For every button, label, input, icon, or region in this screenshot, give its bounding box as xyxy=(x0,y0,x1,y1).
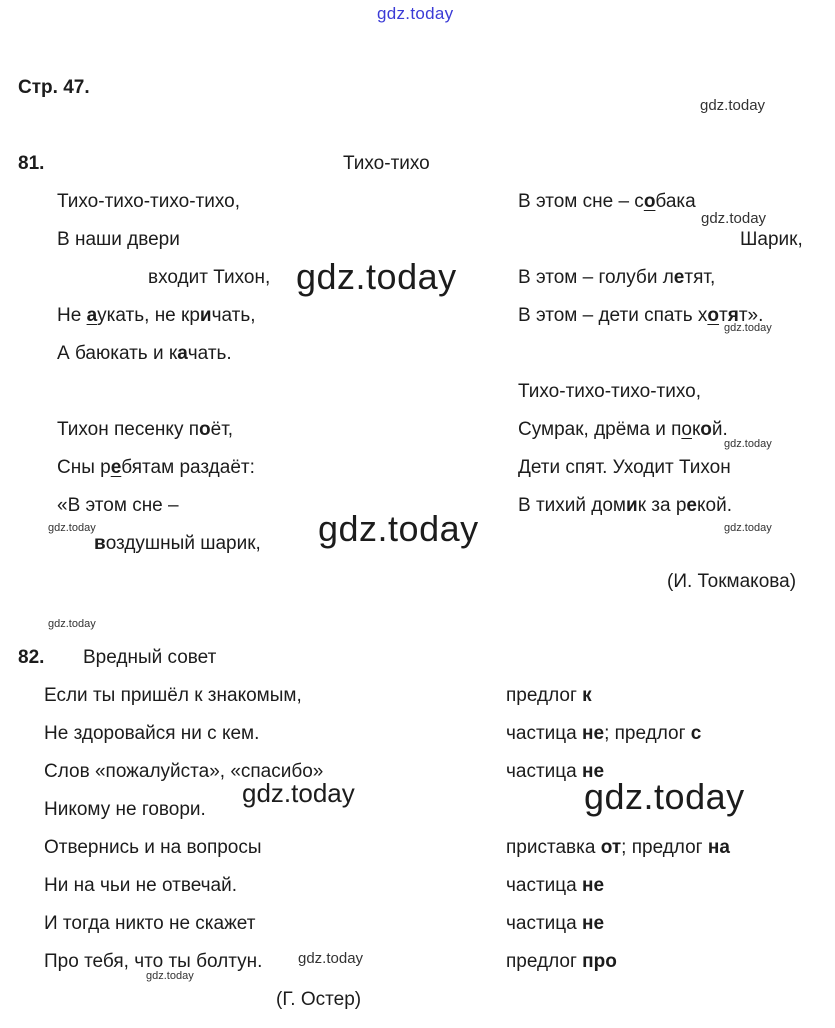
page-label: Стр. 47. xyxy=(18,77,90,98)
grammar-note: предлог про xyxy=(506,951,617,972)
poem-line: Тихон песенку поёт, xyxy=(57,419,234,440)
watermark-small: gdz.today xyxy=(48,522,96,534)
watermark-large: gdz.today xyxy=(584,776,745,817)
exercise-number-82: 82. xyxy=(18,647,45,668)
poem-line: Сны ребятам раздаёт: xyxy=(57,457,255,478)
watermark-large: gdz.today xyxy=(318,508,479,549)
poem-line: Тихо-тихо-тихо-тихо, xyxy=(57,191,241,212)
poem-line: входит Тихон, xyxy=(148,267,271,288)
grammar-note: частица не xyxy=(506,761,605,782)
poem-line: В тихий домик за рекой. xyxy=(518,495,732,516)
grammar-note: частица не xyxy=(506,875,605,896)
watermark-small: gdz.today xyxy=(724,322,772,334)
poem-line: Не аукать, не кричать, xyxy=(57,305,256,326)
poem-line: Шарик, xyxy=(740,229,803,250)
exercise-number-81: 81. xyxy=(18,153,45,174)
poem-author-82: (Г. Остер) xyxy=(276,989,362,1010)
watermark-small: gdz.today xyxy=(724,522,772,534)
poem-line: Никому не говори. xyxy=(44,799,206,820)
poem-line: Не здоровайся ни с кем. xyxy=(44,723,260,744)
poem-line: Слов «пожалуйста», «спасибо» xyxy=(44,761,324,782)
grammar-note: предлог к xyxy=(506,685,592,706)
watermark-small: gdz.today xyxy=(700,97,766,114)
poem-line: «В этом сне – xyxy=(57,495,179,516)
poem-line: Тихо-тихо-тихо-тихо, xyxy=(518,381,702,402)
poem-line: И тогда никто не скажет xyxy=(44,913,256,934)
grammar-note: частица не; предлог с xyxy=(506,723,702,744)
poem-line: А баюкать и качать. xyxy=(57,343,232,364)
poem-line: Дети спят. Уходит Тихон xyxy=(518,457,731,478)
watermark-large: gdz.today xyxy=(296,256,457,297)
poem-line: Если ты пришёл к знакомым, xyxy=(44,685,302,706)
poem-title-82: Вредный совет xyxy=(83,647,217,668)
poem-line: В этом – голуби летят, xyxy=(518,267,716,288)
watermark-small: gdz.today xyxy=(724,438,772,450)
poem-line: Ни на чьи не отвечай. xyxy=(44,875,238,896)
watermark-small: gdz.today xyxy=(701,210,767,227)
watermark-small: gdz.today xyxy=(48,618,96,630)
watermark-small: gdz.today xyxy=(298,950,364,967)
poem-line: Про тебя, что ты болтун. xyxy=(44,951,263,972)
poem-line: Отвернись и на вопросы xyxy=(44,837,262,858)
grammar-note: частица не xyxy=(506,913,605,934)
poem-line: В наши двери xyxy=(57,229,180,250)
poem-line: В этом – дети спать хотят». xyxy=(518,305,764,326)
watermark-top: gdz.today xyxy=(377,4,454,23)
poem-line: воздушный шарик, xyxy=(94,533,261,554)
watermark-medium: gdz.today xyxy=(242,778,355,808)
poem-line: Сумрак, дрёма и покой. xyxy=(518,419,728,440)
grammar-note: приставка от; предлог на xyxy=(506,837,730,858)
poem-author-81: (И. Токмакова) xyxy=(667,571,797,592)
watermark-small: gdz.today xyxy=(146,970,194,982)
poem-title-81: Тихо-тихо xyxy=(343,153,430,174)
poem-line: В этом сне – собака xyxy=(518,191,696,212)
